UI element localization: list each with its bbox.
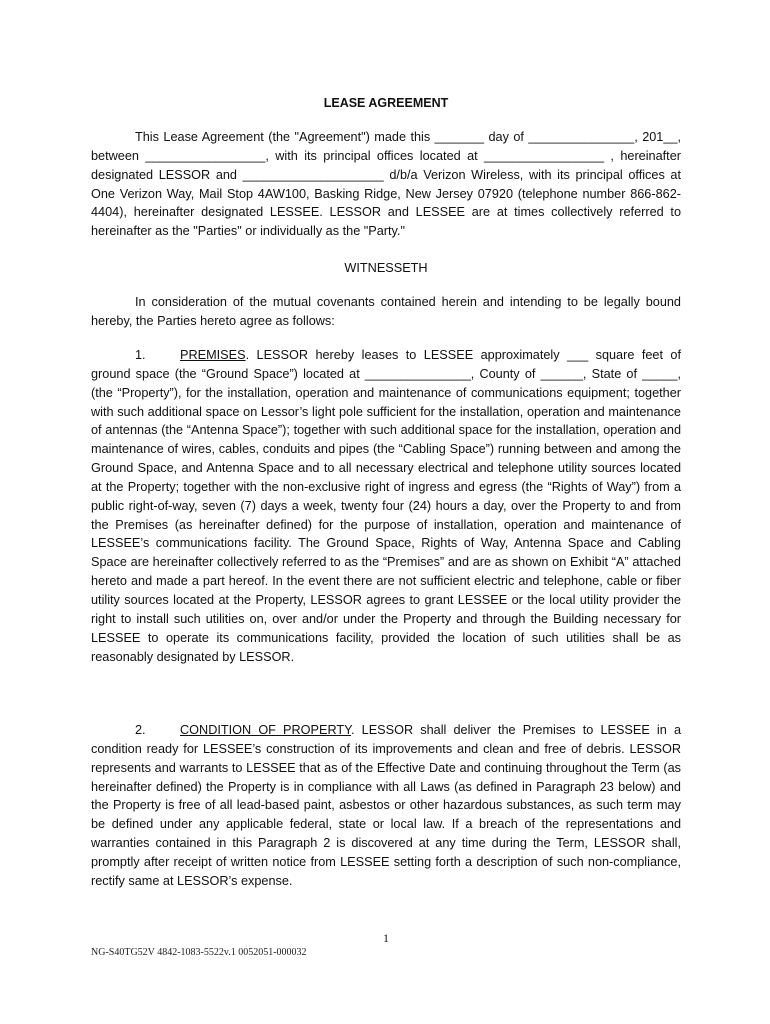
section-condition-of-property	[91, 721, 681, 891]
section-number: 2.	[135, 723, 146, 737]
document-footer-id: NG-S40TG52V 4842-1083-5522v.1 0052051-000032	[91, 947, 307, 958]
section-heading: PREMISES	[180, 348, 246, 362]
witnesseth-heading: WITNESSETH	[344, 261, 428, 275]
page-number: 1	[383, 931, 389, 945]
consideration-paragraph: In consideration of the mutual covenants contained herein and intending to be legally bound hereby, the Parties hereto agree as follows:	[91, 295, 681, 328]
document-page	[91, 0, 681, 1024]
intro-paragraph: This Lease Agreement (the "Agreement") made this _______ day of _______________, 201__, between _________________, with its principal offices located at _________________ , hereinafter designated LESSOR and ____________________ d/b/a Verizon Wireless, with its principal offices at One Verizon Way, Mail Stop 4AW100, Basking Ridge, New Jersey 07920 (telephone number 866-862-4404), hereinafter designated LESSEE. LESSOR and LESSEE are at times collectively referred to hereinafter as the "Parties" or individually as the "Party."	[91, 130, 681, 239]
document-title: LEASE AGREEMENT	[323, 96, 449, 110]
section-body: . LESSOR shall deliver the Premises to LESSEE in a condition ready for LESSEE’s construction of its improvements and clean and free of debris. LESSOR represents and warrants to LESSEE that as of the Effective Date and continuing throughout the Term (as hereinafter defined) the Property is in compliance with all Laws (as defined in Paragraph 23 below) and the Property is free of all lead-based paint, asbestos or other hazardous substances, as such term may be defined under any applicable federal, state or local law. If a breach of the representations and warranties contained in this Paragraph 2 is discovered at any time during the Term, LESSOR shall, promptly after receipt of written notice from LESSEE setting forth a description of such non-compliance, rectify same at LESSOR’s expense.	[91, 723, 681, 888]
section-premises	[91, 346, 681, 666]
section-body: . LESSOR hereby leases to LESSEE approximately ___ square feet of ground space (the “Ground Space”) located at _______________, County of ______, State of _____, (the “Property”), for the installation, operation and maintenance of communications equipment; together with such additional space on Lessor’s light pole sufficient for the installation, operation and maintenance of antennas (the “Antenna Space”); together with such additional space for the installation, operation and maintenance of wires, cables, conduits and pipes (the “Cabling Space”) running between and among the Ground Space, and Antenna Space and to all necessary electrical and telephone utility sources located at the Property; together with the non-exclusive right of ingress and egress (the “Rights of Way”) from a public right-of-way, seven (7) days a week, twenty four (24) hours a day, over the Property to and from the Premises (as hereinafter defined) for the purpose of installation, operation and maintenance of LESSEE’s communications facility. The Ground Space, Rights of Way, Antenna Space and Cabling Space are hereinafter collectively referred to as the “Premises” and are as shown on Exhibit “A” attached hereto and made a part hereof. In the event there are not sufficient electric and telephone, cable or fiber utility sources located at the Property, LESSOR agrees to grant LESSEE or the local utility provider the right to install such utilities on, over and/or under the Property and through the Building necessary for LESSEE to operate its communications facility, provided the location of such utilities shall be as reasonably designated by LESSOR.	[91, 348, 681, 664]
section-heading: CONDITION OF PROPERTY	[180, 723, 351, 737]
section-number: 1.	[135, 348, 146, 362]
